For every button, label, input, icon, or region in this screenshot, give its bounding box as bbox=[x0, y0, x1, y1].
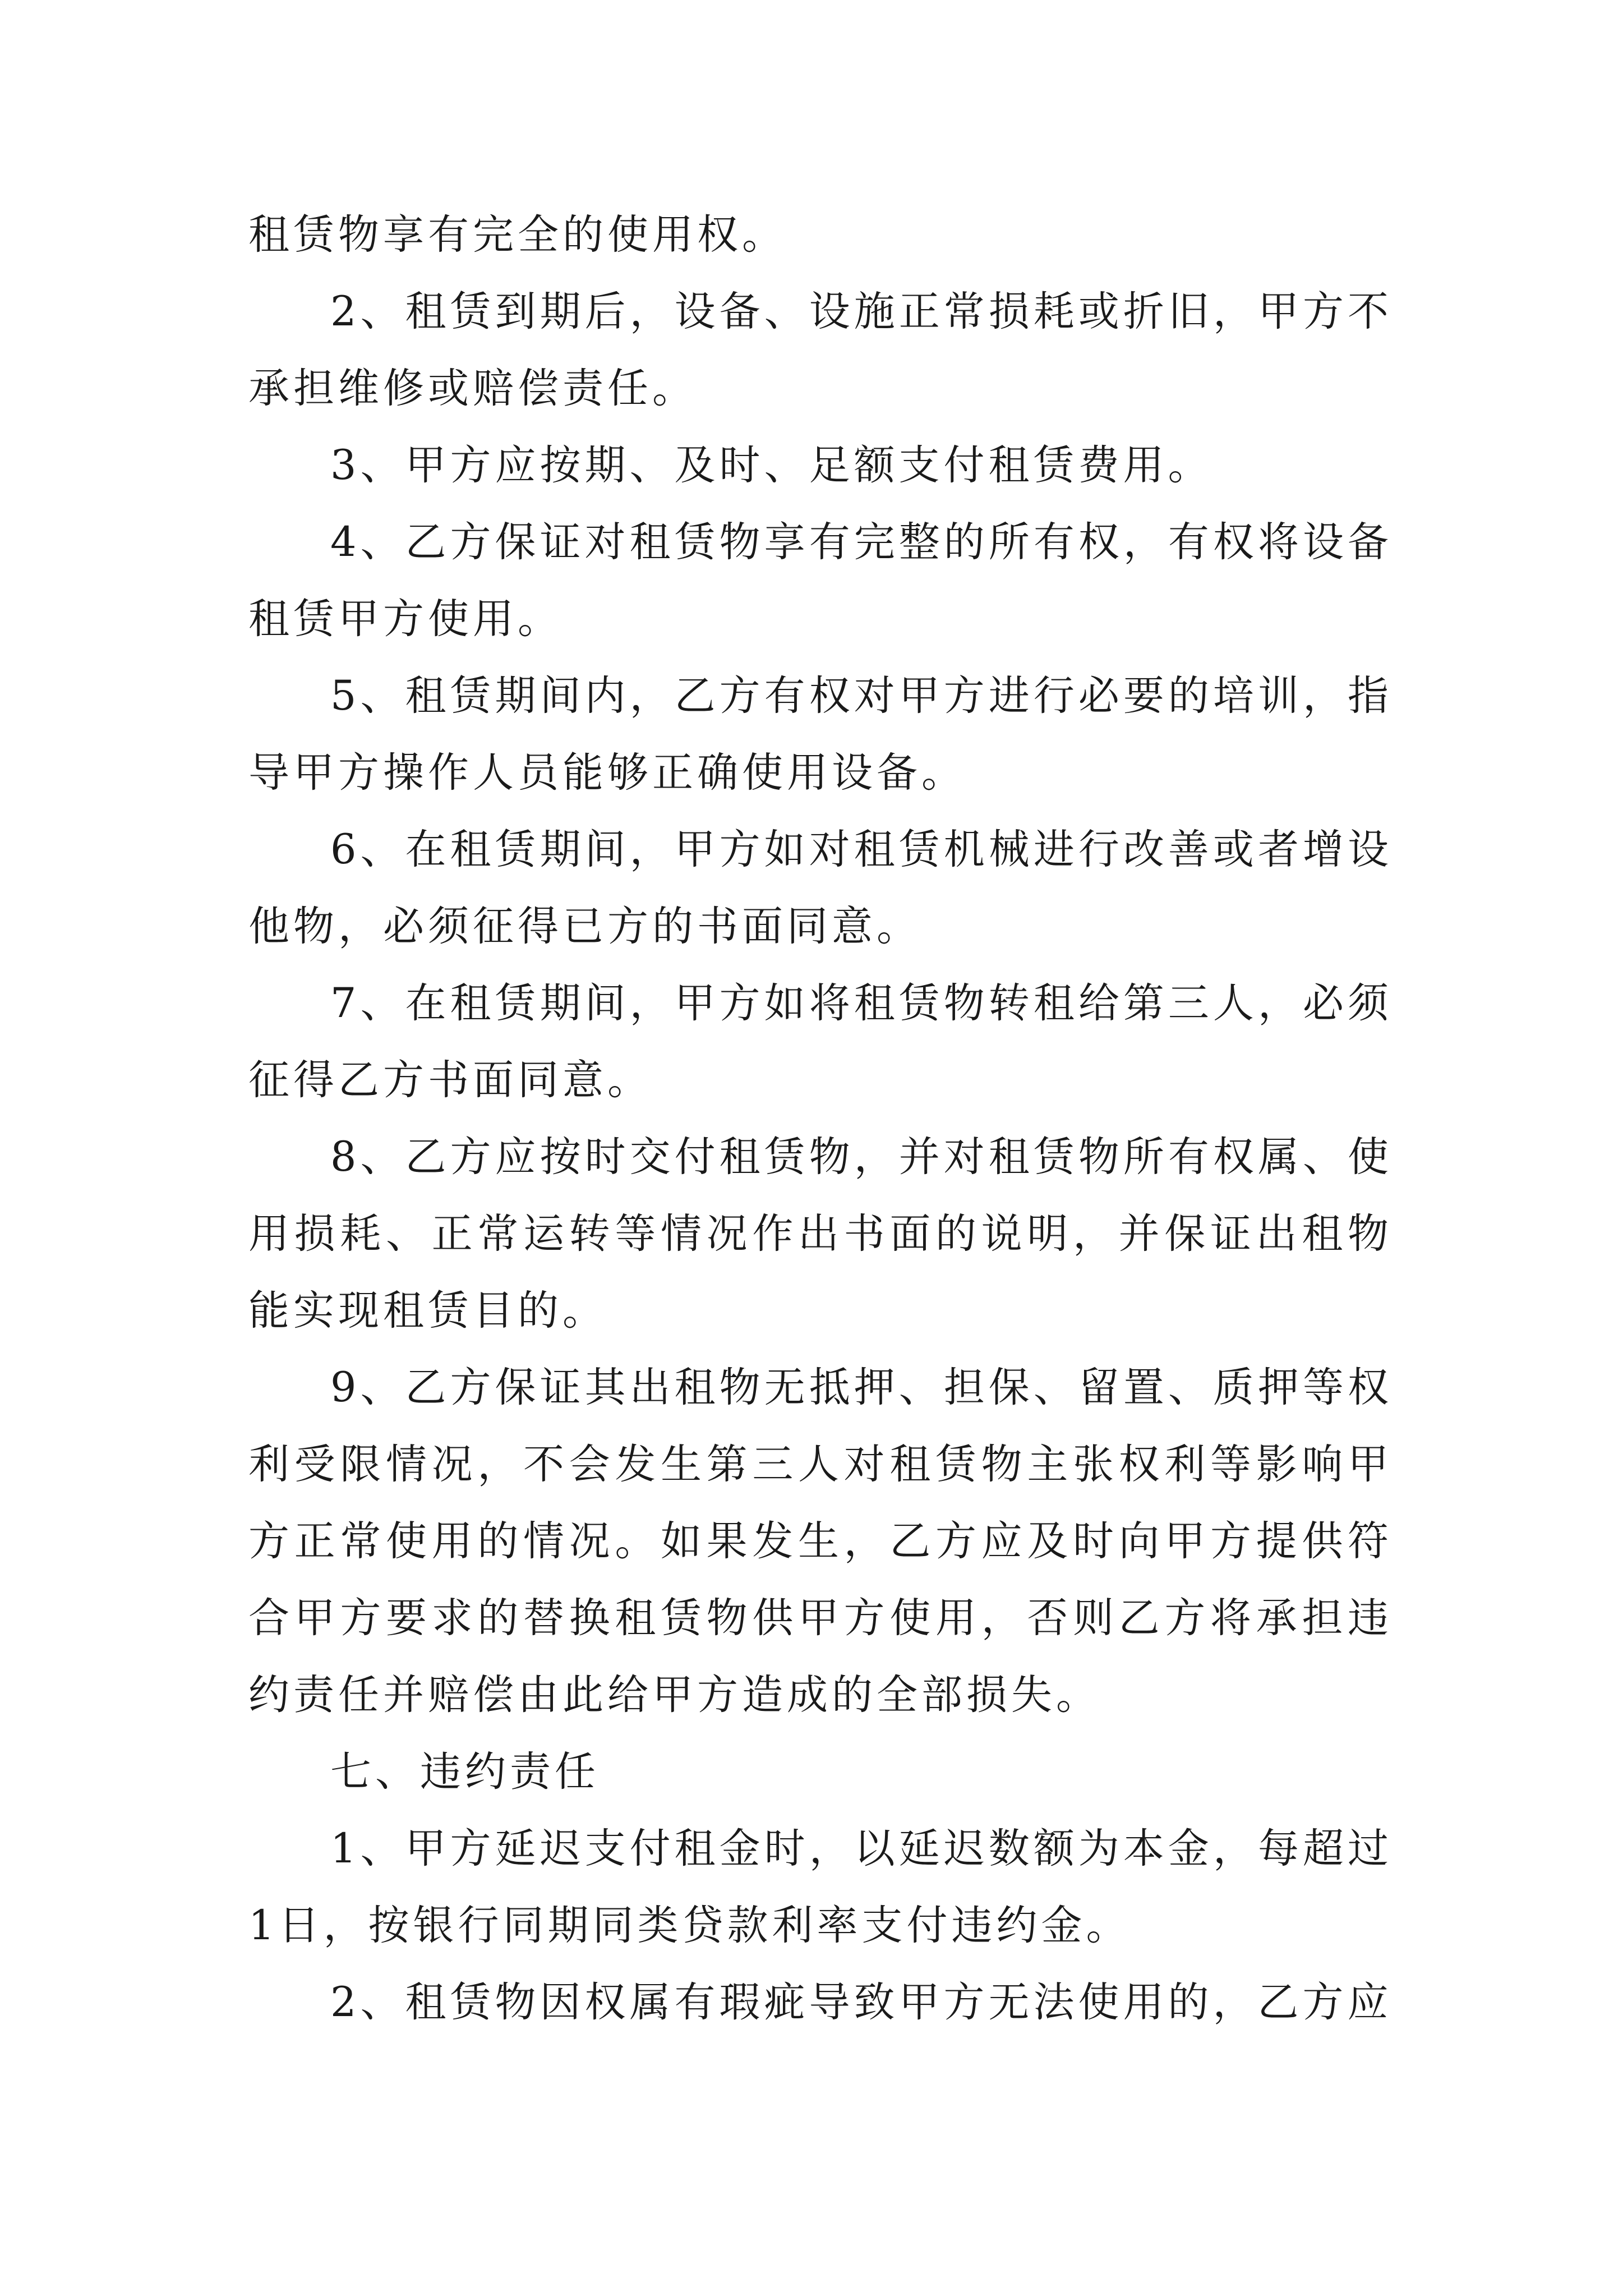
paragraph-clause-5: 5、租赁期间内，乙方有权对甲方进行必要的培训，指导甲方操作人员能够正确使用设备。 bbox=[248, 672, 1393, 797]
section-heading-breach: 七、违约责任 bbox=[330, 1748, 600, 1796]
paragraph-breach-1: 1、甲方延迟支付租金时，以延迟数额为本金，每超过1日，按银行同期同类贷款利率支付违约金。 bbox=[248, 1825, 1393, 1949]
paragraph-clause-6: 6、在租赁期间，甲方如对租赁机械进行改善或者增设他物，必须征得已方的书面同意。 bbox=[248, 826, 1393, 950]
paragraph-clause-9: 9、乙方保证其出租物无抵押、担保、留置、质押等权利受限情况，不会发生第三人对租赁物主张权利等影响甲方正常使用的情况。如果发生，乙方应及时向甲方提供符合甲方要求的替换租赁物供甲方使用，否则乙方将承担违约责任并赔偿由此给甲方造成的全部损失。 bbox=[248, 1364, 1393, 1719]
paragraph-clause-8: 8、乙方应按时交付租赁物，并对租赁物所有权属、使用损耗、正常运转等情况作出书面的说明，并保证出租物能实现租赁目的。 bbox=[248, 1133, 1393, 1335]
body-text bbox=[248, 196, 1393, 2041]
paragraph-clause-2: 2、租赁到期后，设备、设施正常损耗或折旧，甲方不承担维修或赔偿责任。 bbox=[248, 288, 1393, 412]
paragraph-continuation: 租赁物享有完全的使用权。 bbox=[248, 211, 787, 259]
paragraph-clause-4: 4、乙方保证对租赁物享有完整的所有权，有权将设备租赁甲方使用。 bbox=[248, 518, 1393, 643]
paragraph-breach-2: 2、租赁物因权属有瑕疵导致甲方无法使用的，乙方应 bbox=[330, 1978, 1393, 2026]
paragraph-clause-3: 3、甲方应按期、及时、足额支付租赁费用。 bbox=[330, 441, 1213, 489]
paragraph-clause-7: 7、在租赁期间，甲方如将租赁物转租给第三人，必须征得乙方书面同意。 bbox=[248, 979, 1393, 1104]
